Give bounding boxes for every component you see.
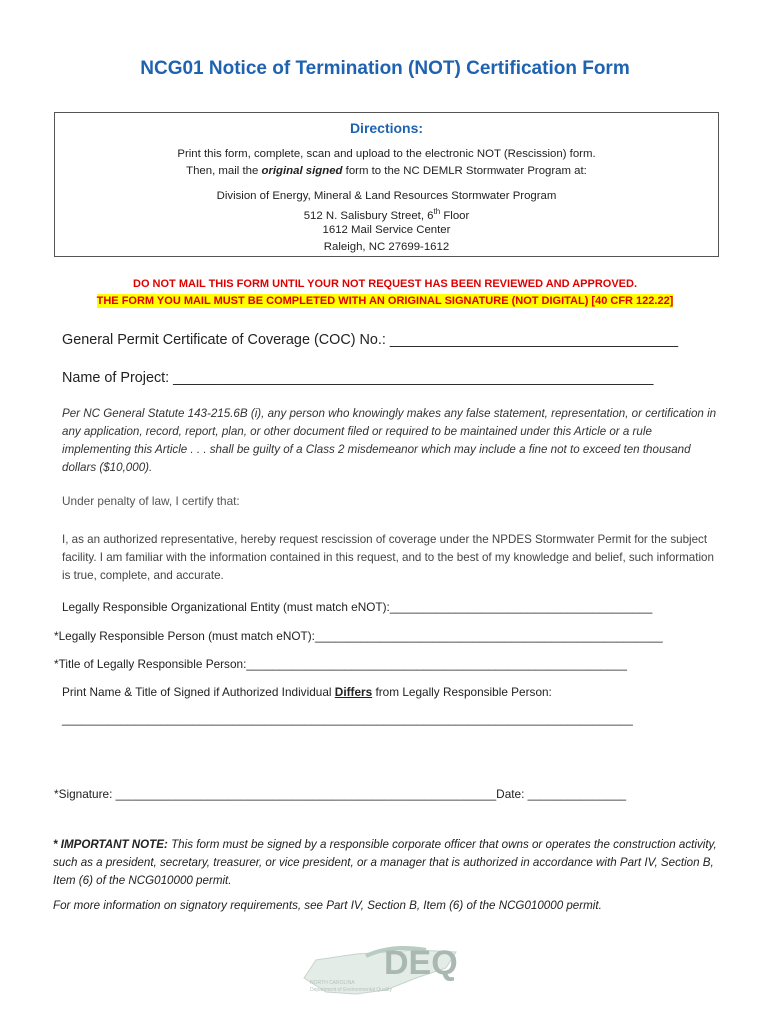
svg-text:Department of Environmental Qu: Department of Environmental Quality xyxy=(310,987,392,993)
responsible-person-field[interactable]: *Legally Responsible Person (must match eNOT):_____________________________________________________ xyxy=(54,629,663,643)
address-line-4: Raleigh, NC 27699-1612 xyxy=(323,241,450,253)
deq-logo xyxy=(296,938,476,1018)
project-name-field[interactable]: Name of Project: ____________________________________________________________ xyxy=(62,370,654,386)
certification-text: I, as an authorized representative, hereby request rescission of coverage under the NPDES Stormwater Permit for the subject facility. I am familiar with the information contained in this request, and to the best of my knowledge and belief, such information is true, complete, and accurate. xyxy=(62,533,714,582)
print-name-line[interactable]: _______________________________________________________________________________________ xyxy=(62,712,633,726)
penalty-text: Under penalty of law, I certify that: xyxy=(62,494,240,508)
deq-logo-graphic xyxy=(296,938,476,1018)
address-line-1: Division of Energy, Mineral & Land Resources Stormwater Program xyxy=(216,190,557,202)
statute-text: Per NC General Statute 143-215.6B (i), any person who knowingly makes any false statement, representation, or certification in any application, record, report, plan, or other document filed or required to be maintained under this Article or a rule implementing this Article . . . shall be guilty of a Class 2 misdemeanor which may include a fine not to exceed ten thousand dollars ($10,000). xyxy=(62,407,717,474)
original-signed-emphasis: original signed xyxy=(261,165,343,177)
svg-text:NORTH CAROLINA: NORTH CAROLINA xyxy=(310,980,355,986)
directions-line-2: Then, mail the original signed form to the NC DEMLR Stormwater Program at: xyxy=(186,165,587,177)
important-note-label: * IMPORTANT NOTE: xyxy=(53,838,168,851)
deq-logo-text: DEQ xyxy=(384,944,458,982)
address-line-3: 1612 Mail Service Center xyxy=(322,224,451,236)
directions-line-1: Print this form, complete, scan and upload to the electronic NOT (Rescission) form. xyxy=(177,148,596,160)
warning-do-not-mail: DO NOT MAIL THIS FORM UNTIL YOUR NOT REQUEST HAS BEEN REVIEWED AND APPROVED. xyxy=(133,278,637,290)
signature-date-field[interactable]: *Signature: __________________________________________________________Date: _______________ xyxy=(54,787,627,801)
responsible-title-field[interactable]: *Title of Legally Responsible Person:__________________________________________________________ xyxy=(54,657,627,671)
more-info-note: For more information on signatory requirements, see Part IV, Section B, Item (6) of the NCG010000 permit. xyxy=(53,899,602,912)
print-name-label: Print Name & Title of Signed if Authorized Individual Differs from Legally Responsible Person: xyxy=(62,685,552,699)
entity-field[interactable]: Legally Responsible Organizational Entity (must match eNOT):________________________________________ xyxy=(62,600,653,614)
differs-emphasis: Differs xyxy=(334,685,373,699)
warning-original-signature: THE FORM YOU MAIL MUST BE COMPLETED WITH AN ORIGINAL SIGNATURE (NOT DIGITAL) [40 CFR 122.22] xyxy=(96,295,674,307)
address-line-2: 512 N. Salisbury Street, 6th Floor xyxy=(303,207,470,222)
important-note: * IMPORTANT NOTE: This form must be signed by a responsible corporate officer that owns or operates the construction activity, such as a president, secretary, treasurer, or vice president, or a manager that is authorized in accordance with Part IV, Section B, Item (6) of the NCG010000 permit. xyxy=(53,838,717,887)
directions-heading: Directions: xyxy=(349,120,424,136)
form-title: NCG01 Notice of Termination (NOT) Certification Form xyxy=(140,58,630,79)
coc-number-field[interactable]: General Permit Certificate of Coverage (COC) No.: ____________________________________ xyxy=(62,332,679,348)
